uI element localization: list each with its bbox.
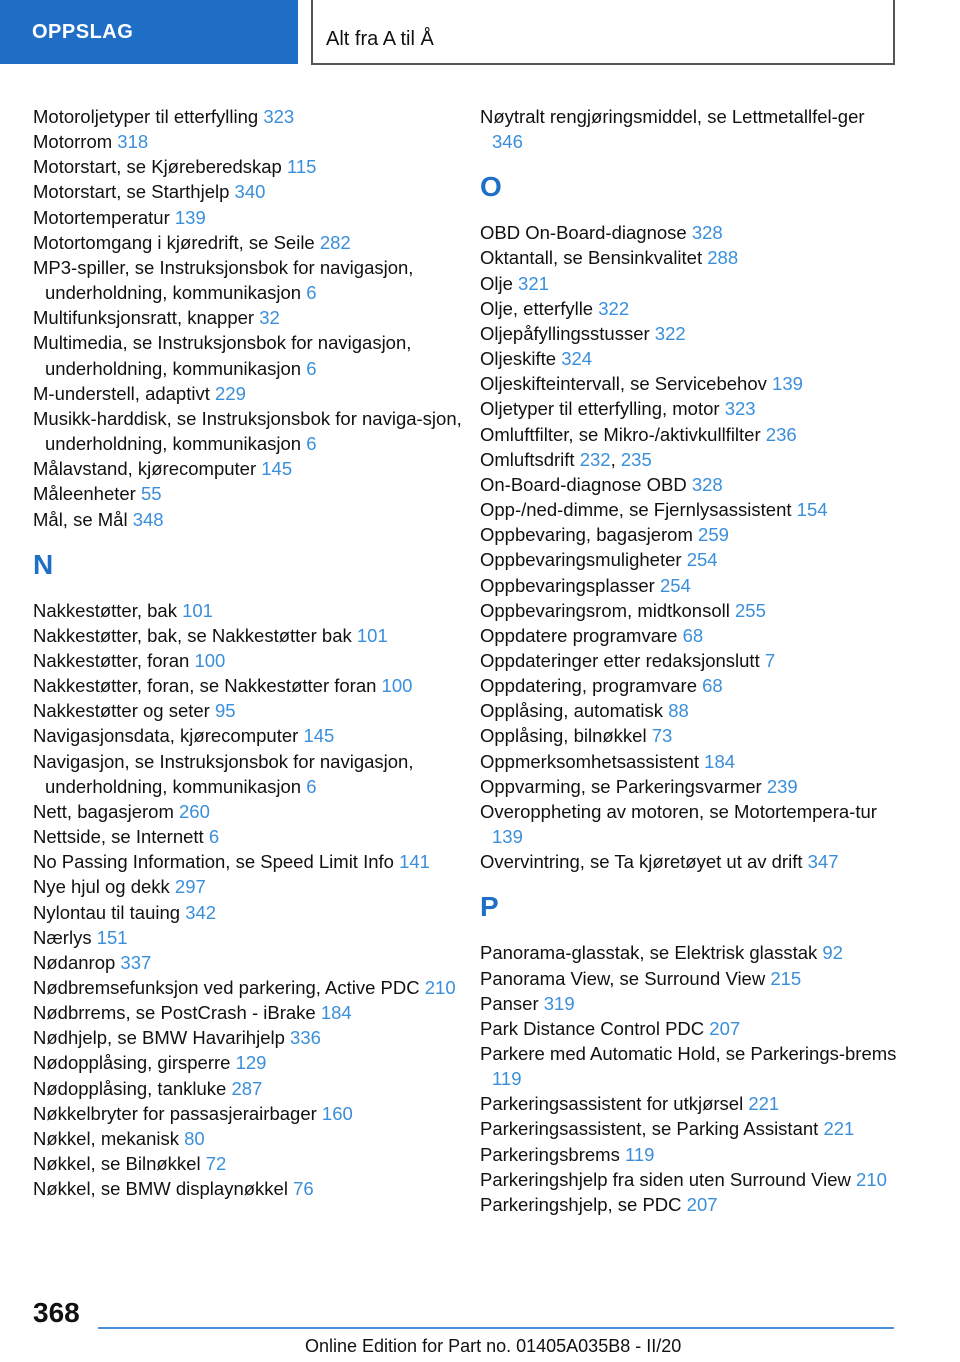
page-reference-link[interactable]: 210 xyxy=(856,1168,887,1190)
index-column-right xyxy=(480,104,900,1217)
index-entry xyxy=(33,205,473,230)
index-entry xyxy=(33,305,473,330)
index-entry xyxy=(33,406,473,456)
page-reference-link[interactable]: 101 xyxy=(356,624,388,646)
index-entry-text: Nettside, se Internett xyxy=(33,826,204,848)
index-entry-text: Nakkestøtter, bak, se Nakkestøtter bak xyxy=(33,624,352,646)
page-reference-link[interactable]: 115 xyxy=(286,156,317,178)
index-entry-text: Nylontau til tauing xyxy=(33,901,181,923)
index-entry-text: Motoroljetyper til etterfylling xyxy=(33,106,259,127)
index-entry-text: Nærlys xyxy=(33,926,92,948)
page-reference-link[interactable]: 323 xyxy=(724,398,756,420)
page-reference-link[interactable]: 328 xyxy=(691,473,723,495)
page-reference-link[interactable]: 7 xyxy=(764,649,776,671)
index-entry xyxy=(33,824,473,849)
index-entry-text: Oppvarming, se Parkeringsvarmer xyxy=(480,775,762,797)
page-reference-link[interactable]: 68 xyxy=(682,624,704,646)
index-entry xyxy=(33,1151,473,1176)
index-entry-text: Motorstart, se Kjøreberedskap xyxy=(33,156,282,178)
page-reference-link[interactable]: 232 xyxy=(579,448,611,470)
index-entry xyxy=(33,874,473,899)
index-entry xyxy=(480,245,900,270)
index-entry xyxy=(480,966,900,991)
page-reference-link[interactable]: 322 xyxy=(598,297,630,319)
index-entry xyxy=(480,296,900,321)
index-entry xyxy=(33,1025,473,1050)
index-entry-text: Parkeringsassistent, se Parking Assistant xyxy=(480,1118,819,1140)
index-entry xyxy=(33,1126,473,1151)
page-reference-link[interactable]: 184 xyxy=(320,1002,352,1024)
page-reference-link[interactable]: 337 xyxy=(120,951,152,973)
index-entry-text: Parkere med Automatic Hold, se Parkerings‐brems xyxy=(480,1043,897,1064)
index-entry-text: Multifunksjonsratt, knapper xyxy=(33,307,255,329)
page-reference-link[interactable]: 229 xyxy=(215,382,246,404)
page-reference-link[interactable]: 348 xyxy=(132,508,164,530)
index-entry xyxy=(480,991,900,1016)
index-entry-text: Nakkestøtter, foran, se Nakkestøtter foran xyxy=(33,675,377,697)
index-entry xyxy=(33,799,473,824)
index-entry-text: Nakkestøtter, foran xyxy=(33,649,190,671)
page-reference-link[interactable]: 282 xyxy=(319,231,351,253)
index-entry-text: Målavstand, kjørecomputer xyxy=(33,458,257,480)
index-entry xyxy=(33,1101,473,1126)
index-entry xyxy=(33,598,473,623)
index-entry xyxy=(480,698,900,723)
index-entry xyxy=(480,749,900,774)
page-reference-link[interactable]: 235 xyxy=(620,448,652,470)
page-reference-link[interactable]: 92 xyxy=(822,942,843,964)
index-entry-text: Panser xyxy=(480,992,539,1014)
index-entry xyxy=(480,598,900,623)
page-reference-link[interactable]: 236 xyxy=(765,423,797,445)
index-entry xyxy=(480,623,900,648)
index-entry xyxy=(33,179,473,204)
index-entry xyxy=(480,940,900,965)
page-reference-link[interactable]: 322 xyxy=(654,322,686,344)
index-entry xyxy=(33,900,473,925)
index-entry xyxy=(33,104,473,129)
index-entry xyxy=(480,1167,900,1192)
index-entry-text: Parkeringsassistent for utkjørsel xyxy=(480,1093,744,1115)
page-reference-link[interactable]: 207 xyxy=(686,1193,718,1215)
page-reference-link[interactable]: 100 xyxy=(194,649,226,671)
index-entry-text: Nødopplåsing, tankluke xyxy=(33,1077,227,1099)
index-entry xyxy=(480,497,900,522)
page-reference-link[interactable]: 6 xyxy=(208,826,220,848)
index-entry-text: Park Distance Control PDC xyxy=(480,1017,705,1039)
index-entry xyxy=(33,623,473,648)
index-entry xyxy=(33,925,473,950)
header-underline xyxy=(311,63,895,65)
page-reference-link[interactable]: 342 xyxy=(185,901,217,923)
index-entry-text: Oppbevaring, bagasjerom xyxy=(480,524,693,546)
index-entry-text: Nødanrop xyxy=(33,951,116,973)
index-entry xyxy=(480,472,900,497)
footer-rule xyxy=(98,1327,894,1329)
index-entry-text: Parkeringshjelp fra siden uten Surround View xyxy=(480,1168,851,1190)
index-entry xyxy=(480,522,900,547)
index-entry-text: Nødbrrems, se PostCrash - iBrake xyxy=(33,1002,316,1024)
index-entry xyxy=(480,1116,900,1141)
page-reference-link[interactable]: 254 xyxy=(659,574,691,596)
index-entry xyxy=(33,648,473,673)
page-reference-link[interactable]: 76 xyxy=(293,1178,314,1200)
index-entry xyxy=(480,321,900,346)
index-entry-text: Mål, se Mål xyxy=(33,508,128,530)
page-reference-link[interactable]: 6 xyxy=(306,775,317,797)
page-number: 368 xyxy=(33,1297,80,1328)
index-entry xyxy=(33,698,473,723)
index-entry-text: Navigasjonsdata, kjørecomputer xyxy=(33,725,299,747)
index-entry-text: Nøkkel, se BMW displaynøkkel xyxy=(33,1178,288,1200)
index-entry-text: Nøytralt rengjøringsmiddel, se Lettmetallfel‐ger xyxy=(480,106,865,127)
index-entry xyxy=(480,346,900,371)
index-entry-text: Oljetyper til etterfylling, motor xyxy=(480,398,720,420)
page-reference-link[interactable]: 346 xyxy=(492,131,523,153)
page-reference-link[interactable]: 239 xyxy=(766,775,798,797)
page-reference-link[interactable]: 160 xyxy=(321,1102,353,1124)
page-reference-link[interactable]: 318 xyxy=(117,131,149,153)
index-entry-text: Musikk-harddisk, se Instruksjonsbok for naviga‐sjon, underholdning, kommunikasjon xyxy=(33,407,462,455)
index-entry-text: Panorama-glasstak, se Elektrisk glasstak xyxy=(480,942,818,964)
page-reference-link[interactable]: 139 xyxy=(174,206,206,228)
page-reference-link[interactable]: 32 xyxy=(259,307,280,329)
page-reference-link[interactable]: 324 xyxy=(561,348,593,370)
page-reference-link[interactable]: 255 xyxy=(735,599,766,621)
index-entry-text: Navigasjon, se Instruksjonsbok for navigasjon, underholdning, kommunikasjon xyxy=(33,750,414,797)
index-entry-text: Nødbremsefunksjon ved parkering, Active PDC xyxy=(33,977,420,998)
index-entry xyxy=(33,381,473,406)
index-entry-text: Måleenheter xyxy=(33,483,136,505)
index-column-left xyxy=(33,104,473,1201)
index-entry-text: Motorrom xyxy=(33,131,113,153)
index-letter-heading: P xyxy=(480,891,499,923)
index-entry-text: Nødhjelp, se BMW Havarihjelp xyxy=(33,1027,285,1049)
page-reference-link[interactable]: 336 xyxy=(290,1027,321,1049)
index-entry-text: Overvintring, se Ta kjøretøyet ut av drift xyxy=(480,851,803,873)
page-reference-link[interactable]: 259 xyxy=(698,524,729,546)
edition-note: Online Edition for Part no. 01405A035B8 - II/20 xyxy=(305,1336,682,1356)
index-entry xyxy=(480,723,900,748)
page-reference-link[interactable]: 55 xyxy=(140,483,162,505)
index-entry xyxy=(480,371,900,396)
index-entry xyxy=(480,849,900,874)
index-letter-heading: O xyxy=(480,171,502,203)
index-entry xyxy=(33,673,473,698)
index-entry xyxy=(480,673,900,698)
index-entry-text: Nøkkel, mekanisk xyxy=(33,1127,179,1149)
page-reference-link[interactable]: 323 xyxy=(263,106,295,127)
index-entry-text: Opplåsing, automatisk xyxy=(480,700,664,722)
index-entry xyxy=(33,975,473,1000)
index-entry-text: Motortomgang i kjøredrift, se Seile xyxy=(33,231,315,253)
page-reference-link[interactable]: 145 xyxy=(261,458,293,480)
page-reference-link[interactable]: 288 xyxy=(707,247,739,269)
page-reference-link[interactable]: 80 xyxy=(184,1127,205,1149)
page-reference-link[interactable]: 139 xyxy=(772,373,803,395)
index-entry xyxy=(480,104,900,154)
page-reference-link[interactable]: 101 xyxy=(182,599,213,621)
index-entry xyxy=(33,129,473,154)
index-entry-text: Nett, bagasjerom xyxy=(33,800,174,822)
page-reference-link[interactable]: 297 xyxy=(174,876,206,898)
index-entry-text: Multimedia, se Instruksjonsbok for navigasjon, underholdning, kommunikasjon xyxy=(33,332,412,379)
page-reference-link[interactable]: 207 xyxy=(709,1017,741,1039)
index-entry-text: Omluftsdrift xyxy=(480,448,575,470)
page-reference-link[interactable]: 88 xyxy=(668,700,689,722)
index-entry xyxy=(480,1091,900,1116)
index-entry xyxy=(33,1050,473,1075)
index-entry xyxy=(480,573,900,598)
index-entry-text: Oljeskifteintervall, se Servicebehov xyxy=(480,373,767,395)
index-entry-text: MP3-spiller, se Instruksjonsbok for navigasjon, underholdning, kommunikasjon xyxy=(33,256,414,304)
index-entry xyxy=(33,481,473,506)
index-entry-text: Nødopplåsing, girsperre xyxy=(33,1052,231,1074)
index-entry-text: No Passing Information, se Speed Limit Info xyxy=(33,851,394,873)
index-entry xyxy=(33,230,473,255)
page-reference-link[interactable]: 287 xyxy=(231,1077,263,1099)
index-entry-text: Oppbevaringsrom, midtkonsoll xyxy=(480,599,730,621)
index-entry-text: On-Board-diagnose OBD xyxy=(480,473,687,495)
index-entry-text: Opp-/ned-dimme, se Fjernlysassistent xyxy=(480,499,792,521)
index-entry-text: Motortemperatur xyxy=(33,206,170,228)
page-reference-link[interactable]: 321 xyxy=(518,272,549,294)
index-entry xyxy=(33,154,473,179)
page-reference-link[interactable]: 151 xyxy=(96,926,128,948)
index-entry-text: Parkeringsbrems xyxy=(480,1143,620,1165)
page-reference-link[interactable]: 119 xyxy=(624,1143,655,1165)
index-entry-text: Olje, etterfylle xyxy=(480,297,594,319)
header-divider-left xyxy=(311,0,313,64)
index-entry xyxy=(480,774,900,799)
index-entry-text: Nøkkelbryter for passasjerairbager xyxy=(33,1102,317,1124)
index-entry-text: Oppbevaringsplasser xyxy=(480,574,655,596)
index-entry xyxy=(33,330,473,380)
index-entry xyxy=(33,723,473,748)
page-reference-link[interactable]: 210 xyxy=(424,977,456,998)
index-entry-text: Oppmerksomhetsassistent xyxy=(480,750,700,772)
index-entry xyxy=(33,1176,473,1201)
index-entry-text: Oppdatering, programvare xyxy=(480,675,697,697)
page-reference-link[interactable]: 100 xyxy=(381,675,413,697)
index-entry xyxy=(480,799,900,849)
page-reference-link[interactable]: 6 xyxy=(306,357,317,379)
page-reference-link[interactable]: 95 xyxy=(214,700,236,722)
index-entry-text: Olje xyxy=(480,272,513,294)
index-entry-text: Nakkestøtter og seter xyxy=(33,700,210,722)
index-entry xyxy=(33,456,473,481)
header-divider-right xyxy=(893,0,895,64)
index-entry xyxy=(480,547,900,572)
index-entry xyxy=(480,396,900,421)
index-entry-text: Overoppheting av motoren, se Motortempera‐tur xyxy=(480,800,877,822)
index-entry xyxy=(33,849,473,874)
index-letter-heading: N xyxy=(33,548,54,580)
index-entry: Omluftsdrift 232, 235 xyxy=(480,448,652,470)
index-entry xyxy=(33,255,473,305)
page-reference-link[interactable]: 129 xyxy=(235,1052,267,1074)
index-entry-text: Oppdateringer etter redaksjonslutt xyxy=(480,649,760,671)
index-entry xyxy=(33,1000,473,1025)
index-entry-text: Omluftfilter, se Mikro-/aktivkullfilter xyxy=(480,423,761,445)
index-entry xyxy=(33,507,473,532)
page-reference-link[interactable]: 141 xyxy=(399,851,430,873)
page-reference-link[interactable]: 328 xyxy=(691,222,723,244)
index-entry xyxy=(33,950,473,975)
index-entry-text: Opplåsing, bilnøkkel xyxy=(480,725,647,747)
index-entry xyxy=(33,749,473,799)
index-entry xyxy=(480,220,900,245)
index-entry-text: Panorama View, se Surround View xyxy=(480,967,766,989)
index-entry-text: Nøkkel, se Bilnøkkel xyxy=(33,1153,201,1175)
index-entry-text: Oppdatere programvare xyxy=(480,624,678,646)
page-reference-link[interactable]: 215 xyxy=(770,967,802,989)
index-entry-text: Parkeringshjelp, se PDC xyxy=(480,1193,682,1215)
page-reference-link[interactable]: 184 xyxy=(704,750,736,772)
page-reference-link[interactable]: 260 xyxy=(179,800,210,822)
page-reference-link[interactable]: 254 xyxy=(686,549,718,571)
page-reference-link[interactable]: 6 xyxy=(306,433,317,455)
index-entry xyxy=(480,1041,900,1091)
index-entry-text: Nye hjul og dekk xyxy=(33,876,170,898)
index-entry xyxy=(480,1016,900,1041)
page-reference-link[interactable]: 145 xyxy=(303,725,335,747)
page-reference-link[interactable]: 68 xyxy=(702,675,723,697)
index-entry-text: OBD On-Board-diagnose xyxy=(480,222,687,244)
page-reference-link[interactable]: 221 xyxy=(748,1093,780,1115)
index-entry-text: Oljeskifte xyxy=(480,348,557,370)
index-entry-text: M-understell, adaptivt xyxy=(33,382,210,404)
page-reference-link[interactable]: 139 xyxy=(492,826,523,848)
page-reference-link[interactable]: 154 xyxy=(796,499,828,521)
page-title: Alt fra A til Å xyxy=(326,28,434,50)
index-entry xyxy=(480,422,900,447)
page-reference-link[interactable]: 72 xyxy=(205,1153,227,1175)
index-entry xyxy=(33,1076,473,1101)
page-reference-link[interactable]: 73 xyxy=(651,725,673,747)
index-entry-text: Oktantall, se Bensinkvalitet xyxy=(480,247,703,269)
page-reference-link[interactable]: 347 xyxy=(807,851,839,873)
index-entry xyxy=(480,271,900,296)
index-entry-text: Oljepåfyllingsstusser xyxy=(480,322,650,344)
page-reference-link[interactable]: 319 xyxy=(543,992,575,1014)
page-reference-link[interactable]: 119 xyxy=(492,1068,522,1090)
index-entry-text: Motorstart, se Starthjelp xyxy=(33,181,230,203)
section-tab xyxy=(0,0,298,64)
page-reference-link[interactable]: 221 xyxy=(823,1118,855,1140)
index-entry-text: Nakkestøtter, bak xyxy=(33,599,177,621)
section-tab-label: OPPSLAG xyxy=(32,20,134,43)
page-reference-link[interactable]: 340 xyxy=(234,181,266,203)
page-reference-link[interactable]: 6 xyxy=(306,282,317,304)
index-entry xyxy=(480,1192,900,1217)
index-entry-text: Oppbevaringsmuligheter xyxy=(480,549,682,571)
index-entry xyxy=(480,648,900,673)
index-entry xyxy=(480,1142,900,1167)
